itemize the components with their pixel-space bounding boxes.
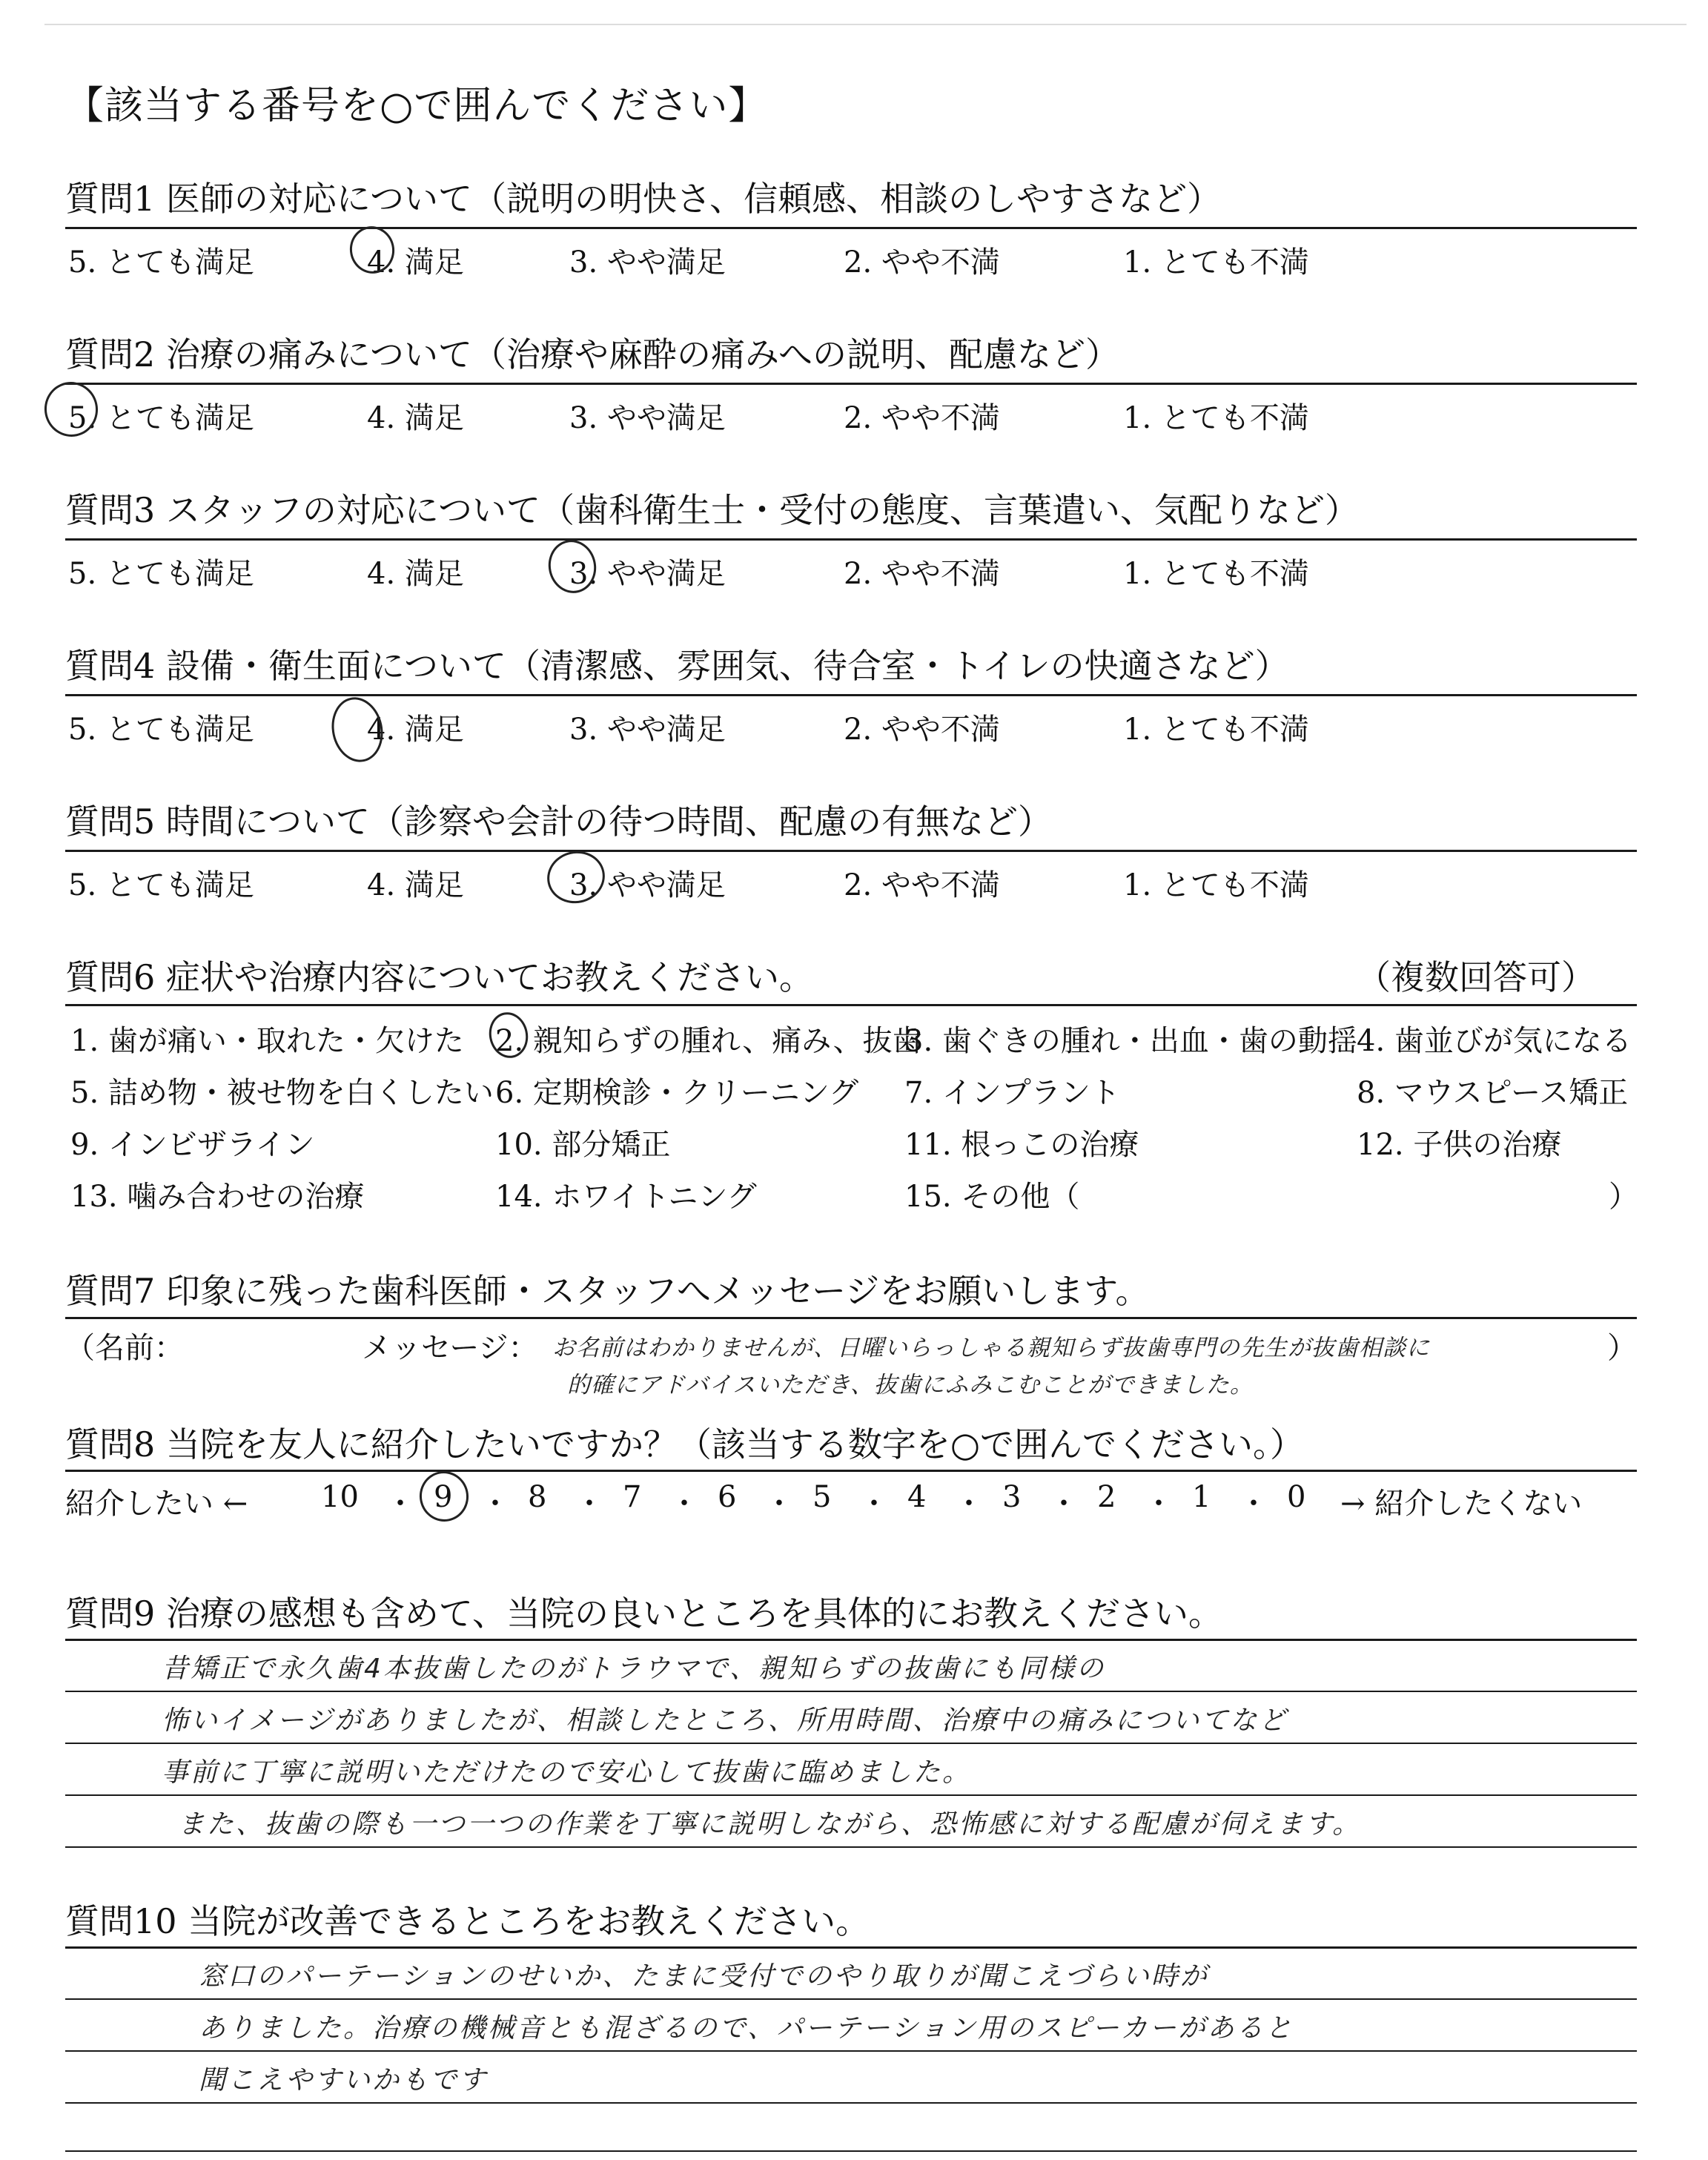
q2-option-1[interactable]: 1. とても不満: [1123, 401, 1309, 435]
q9-answer-text[interactable]: 事前に丁寧に説明いただけたので安心して抜歯に臨めました。: [162, 1757, 972, 1788]
q7-message-line[interactable]: 的確にアドバイスいただき、抜歯にふみこむことができました。: [567, 1372, 1254, 1398]
q8-rule: [65, 1470, 1637, 1472]
q5-option-2[interactable]: 2. やや不満: [844, 868, 1000, 902]
q6-option[interactable]: 7. インプラント: [904, 1076, 1120, 1110]
q8-number-0[interactable]: 0: [1287, 1480, 1306, 1514]
q4-option-4[interactable]: 4. 満足: [367, 713, 464, 747]
q10-rule: [65, 1946, 1637, 1949]
q9-answer-line: [65, 1691, 1637, 1692]
q8-number-5[interactable]: 5: [812, 1480, 832, 1514]
q8-dot: ・: [385, 1487, 415, 1521]
q8-dot: ・: [480, 1487, 510, 1521]
q3-option-1[interactable]: 1. とても不満: [1123, 557, 1309, 591]
q3-title: 質問3 スタッフの対応について（歯科衛生士・受付の態度、言葉遣い、気配りなど）: [65, 490, 1359, 530]
q8-dot: ・: [764, 1487, 794, 1521]
q4-option-1[interactable]: 1. とても不満: [1123, 713, 1309, 747]
q1-option-2[interactable]: 2. やや不満: [844, 245, 1000, 280]
q8-number-6[interactable]: 6: [718, 1480, 737, 1514]
q6-option[interactable]: 3. 歯ぐきの腫れ・出血・歯の動揺: [904, 1024, 1357, 1058]
q6-option[interactable]: 1. 歯が痛い・取れた・欠けた: [70, 1024, 464, 1058]
q7-message-line[interactable]: お名前はわかりませんが、日曜いらっしゃる親知らず抜歯専門の先生が抜歯相談に: [552, 1335, 1430, 1361]
q6-option[interactable]: 14. ホワイトニング: [495, 1180, 757, 1214]
q8-number-7[interactable]: 7: [623, 1480, 642, 1514]
q8-number-3[interactable]: 3: [1002, 1480, 1022, 1514]
q5-option-5[interactable]: 5. とても満足: [68, 868, 254, 902]
q10-answer-text[interactable]: 窓口のパーテーションのせいか、たまに受付でのやり取りが聞こえづらい時が: [199, 1961, 1209, 1992]
q8-dot: ・: [1144, 1487, 1174, 1521]
q9-answer-text[interactable]: 怖いイメージがありましたが、相談したところ、所用時間、治療中の痛みについてなど: [162, 1705, 1288, 1736]
q2-option-4[interactable]: 4. 満足: [367, 401, 464, 435]
q2-rule: [65, 383, 1637, 385]
q8-answer-circle: [415, 1467, 474, 1526]
q6-option[interactable]: 6. 定期検診・クリーニング: [495, 1076, 859, 1110]
q1-title: 質問1 医師の対応について（説明の明快さ、信頼感、相談のしやすさなど）: [65, 179, 1222, 219]
q1-option-4[interactable]: 4. 満足: [367, 245, 464, 280]
q8-dot: ・: [954, 1487, 984, 1521]
q6-option[interactable]: 2. 親知らずの腫れ、痛み、抜歯: [495, 1024, 922, 1058]
q6-other-close-paren: ）: [1609, 1180, 1638, 1214]
q2-title: 質問2 治療の痛みについて（治療や麻酔の痛みへの説明、配慮など）: [65, 334, 1120, 374]
q7-close-paren: ）: [1607, 1331, 1637, 1365]
q9-answer-text[interactable]: また、抜歯の際も一つ一つの作業を丁寧に説明しながら、恐怖感に対する配慮が伺えます。: [178, 1809, 1362, 1840]
q9-title: 質問9 治療の感想も含めて、当院の良いところを具体的にお教えください。: [65, 1593, 1222, 1634]
q6-option[interactable]: 5. 詰め物・被せ物を白くしたい: [70, 1076, 494, 1110]
q8-dot: ・: [859, 1487, 889, 1521]
q4-rule: [65, 694, 1637, 696]
q1-rule: [65, 227, 1637, 229]
q3-option-5[interactable]: 5. とても満足: [68, 557, 254, 591]
q4-option-3[interactable]: 3. やや満足: [569, 713, 726, 747]
q7-message-label: メッセージ：: [362, 1331, 538, 1365]
q6-title: 質問6 症状や治療内容についてお教えください。: [65, 957, 813, 997]
q10-answer-text[interactable]: ありました。治療の機械音とも混ざるので、パーテーション用のスピーカーがあると: [199, 2013, 1294, 2044]
q5-title: 質問5 時間について（診察や会計の待つ時間、配慮の有無など）: [65, 802, 1052, 842]
page-heading: 【該当する番号を○で囲んでください】: [65, 84, 768, 128]
q5-option-4[interactable]: 4. 満足: [367, 868, 464, 902]
q8-dot: ・: [1239, 1487, 1268, 1521]
q3-option-3[interactable]: 3. やや満足: [569, 557, 726, 591]
q6-option[interactable]: 11. 根っこの治療: [904, 1128, 1139, 1162]
q8-right-label: → 紹介したくない: [1340, 1487, 1583, 1521]
q6-multiple-note: （複数回答可）: [1357, 957, 1595, 997]
q6-option[interactable]: 8. マウスピース矯正: [1357, 1076, 1629, 1110]
q10-answer-line: [65, 2150, 1637, 2152]
q3-rule: [65, 538, 1637, 541]
q6-option[interactable]: 15. その他（: [904, 1180, 1080, 1214]
q2-option-3[interactable]: 3. やや満足: [569, 401, 726, 435]
q6-option[interactable]: 10. 部分矯正: [495, 1128, 671, 1162]
q10-answer-text[interactable]: 聞こえやすいかもです: [199, 2065, 489, 2095]
q8-dot: ・: [575, 1487, 604, 1521]
q8-dot: ・: [669, 1487, 699, 1521]
q6-option[interactable]: 13. 噛み合わせの治療: [70, 1180, 365, 1214]
q2-option-5[interactable]: 5. とても満足: [68, 401, 254, 435]
q9-answer-line: [65, 1846, 1637, 1848]
q1-option-3[interactable]: 3. やや満足: [569, 245, 726, 280]
q5-rule: [65, 850, 1637, 852]
q5-option-1[interactable]: 1. とても不満: [1123, 868, 1309, 902]
q4-title: 質問4 設備・衛生面について（清潔感、雰囲気、待合室・トイレの快適さなど）: [65, 646, 1289, 686]
q9-rule: [65, 1639, 1637, 1641]
q6-option[interactable]: 4. 歯並びが気になる: [1357, 1024, 1632, 1058]
q6-option[interactable]: 12. 子供の治療: [1357, 1128, 1562, 1162]
q10-answer-line: [65, 1998, 1637, 2000]
q8-number-9[interactable]: 9: [434, 1480, 453, 1514]
q8-number-2[interactable]: 2: [1097, 1480, 1116, 1514]
q10-answer-line: [65, 2050, 1637, 2052]
q8-number-8[interactable]: 8: [528, 1480, 547, 1514]
q6-rule: [65, 1004, 1637, 1006]
q4-option-2[interactable]: 2. やや不満: [844, 713, 1000, 747]
q9-answer-text[interactable]: 昔矯正で永久歯4本抜歯したのがトラウマで、親知らずの抜歯にも同様の: [162, 1654, 1106, 1684]
q10-answer-line: [65, 2102, 1637, 2104]
q7-rule: [65, 1317, 1637, 1319]
q2-option-2[interactable]: 2. やや不満: [844, 401, 1000, 435]
q9-answer-line: [65, 1743, 1637, 1744]
q1-option-1[interactable]: 1. とても不満: [1123, 245, 1309, 280]
q3-option-2[interactable]: 2. やや不満: [844, 557, 1000, 591]
q7-name-label: （名前：: [65, 1331, 184, 1365]
scan-edge: [44, 24, 1687, 25]
q4-option-5[interactable]: 5. とても満足: [68, 713, 254, 747]
q8-left-label: 紹介したい ←: [65, 1487, 248, 1521]
q3-option-4[interactable]: 4. 満足: [367, 557, 464, 591]
q4-answer-circle: [326, 693, 389, 767]
q8-title: 質問8 当院を友人に紹介したいですか？（該当する数字を○で囲んでください。）: [65, 1424, 1305, 1464]
q8-number-4[interactable]: 4: [907, 1480, 927, 1514]
q8-number-10[interactable]: 10: [321, 1480, 359, 1514]
q1-option-5[interactable]: 5. とても満足: [68, 245, 254, 280]
q7-title: 質問7 印象に残った歯科医師・スタッフへメッセージをお願いします。: [65, 1271, 1150, 1311]
q8-dot: ・: [1049, 1487, 1079, 1521]
q6-option[interactable]: 9. インビザライン: [70, 1128, 315, 1162]
q5-option-3[interactable]: 3. やや満足: [569, 868, 726, 902]
q10-title: 質問10 当院が改善できるところをお教えください。: [65, 1901, 870, 1941]
q9-answer-line: [65, 1794, 1637, 1796]
q8-number-1[interactable]: 1: [1192, 1480, 1211, 1514]
